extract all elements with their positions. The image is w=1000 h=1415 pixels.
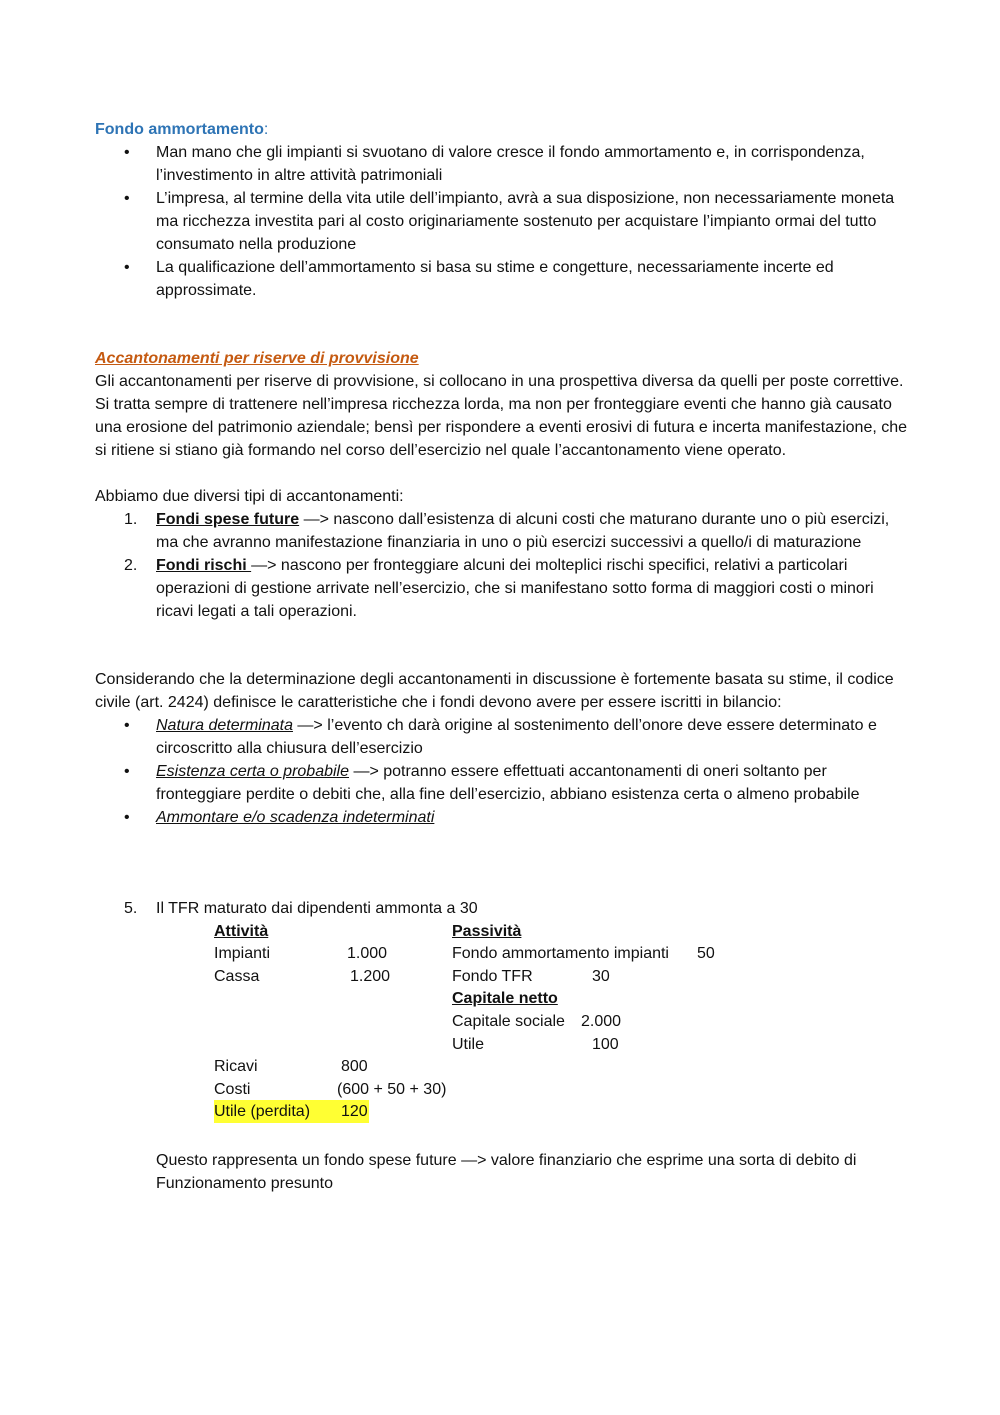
attivita-header: Attività <box>214 923 269 940</box>
passivita-header: Passività <box>452 923 522 940</box>
item-number: 1. <box>124 511 138 528</box>
ricavi-label: Ricavi <box>214 1058 258 1075</box>
caratteristiche-list <box>95 714 910 829</box>
heading-colon: : <box>263 121 269 138</box>
cassa-label: Cassa <box>214 968 260 985</box>
impianti-value: 1.000 <box>347 945 388 962</box>
utile-label: Utile <box>452 1036 485 1053</box>
item-number: 5. <box>124 900 138 917</box>
capitale-sociale-label: Capitale sociale <box>452 1013 565 1030</box>
item-text: —> l’evento ch darà origine al sostenimento dell’onore deve essere determinato e circoscritto alla chiusura dell’esercizio <box>156 717 877 757</box>
balance-sheet <box>95 920 910 1126</box>
utile-perdita-label: Utile (perdita) <box>214 1103 311 1120</box>
heading-text: Fondo ammortamento <box>95 121 264 138</box>
list-item <box>95 897 910 920</box>
item-text: —> potranno essere effettuati accantonamenti di oneri soltanto per fronteggiare perdite o debiti che, alla fine dell’esercizio, abbiano esistenza certa o almeno probabile <box>156 763 860 803</box>
fondo-ammortamento-list <box>95 141 910 302</box>
item-text: —> nascono per fronteggiare alcuni dei molteplici rischi specifici, relativi a particolari operazioni di gestione arrivate nell’esercizio, che si manifestano sotto forma di maggiori costi o minori ricavi legati a tali operazioni. <box>156 557 874 620</box>
fondo-tfr-label: Fondo TFR <box>452 968 533 985</box>
item-term: Fondi spese future <box>156 511 300 528</box>
list-item <box>95 760 910 806</box>
list-item: • La qualificazione dell’ammortamento si basa su stime e congetture, necessariamente incerte ed approssimate. <box>95 256 910 302</box>
impianti-label: Impianti <box>214 945 271 962</box>
accantonamenti-types-list <box>95 508 910 623</box>
list-item <box>95 714 910 760</box>
accantonamenti-heading: Accantonamenti per riserve di provvisione <box>95 350 419 367</box>
capitale-sociale-value: 2.000 <box>581 1013 622 1030</box>
item-number: 2. <box>124 557 138 574</box>
list-item <box>95 806 910 829</box>
fondo-ammortamento-value: 50 <box>697 945 715 962</box>
fondo-ammortamento-label: Fondo ammortamento impianti <box>452 945 669 962</box>
costi-value: (600 + 50 + 30) <box>337 1081 447 1098</box>
item-text: —> nascono dall’esistenza di alcuni costi che maturano durante uno o più esercizi, ma che avranno manifestazione finanziaria in uno o più esercizi successivi a quello/i di maturazione <box>156 511 890 551</box>
accantonamenti-paragraph: Gli accantonamenti per riserve di provvisione, si collocano in una prospettiva diversa da quelli per poste correttive. Si tratta sempre di trattenere nell’impresa ricchezza lorda, ma non per fronteggiare eventi che hanno già causato una erosione del patrimonio aziendale; bensì per rispondere a eventi erosivi di futura e incerta manifestazione, che si ritiene si stiano già formando nel corso dell’esercizio nel quale l’accantonamento viene operato. <box>95 373 908 459</box>
list-item: • L’impresa, al termine della vita utile dell’impianto, avrà a sua disposizione, non necessariamente moneta ma ricchezza investita pari al costo originariamente sostenuto per acquistare l’impianto ormai del tutto consumato nella produzione <box>95 187 910 256</box>
item-text: Il TFR maturato dai dipendenti ammonta a 30 <box>156 900 478 917</box>
list-item <box>95 554 910 623</box>
document-page <box>95 118 910 1195</box>
fondo-tfr-value: 30 <box>592 968 610 985</box>
utile-value: 100 <box>592 1036 619 1053</box>
capitale-netto-header: Capitale netto <box>452 990 558 1007</box>
item-term: Natura determinata <box>156 717 293 734</box>
accantonamenti-intro: Abbiamo due diversi tipi di accantonamenti: <box>95 488 404 505</box>
utile-perdita-row <box>214 1100 369 1123</box>
ricavi-value: 800 <box>341 1058 368 1075</box>
cassa-value: 1.200 <box>350 968 391 985</box>
item-term: Esistenza certa o probabile <box>156 763 349 780</box>
codice-civile-paragraph: Considerando che la determinazione degli accantonamenti in discussione è fortemente basata su stime, il codice civile (art. 2424) definisce le caratteristiche che i fondi devono avere per essere iscritti in bilancio: <box>95 671 894 711</box>
costi-label: Costi <box>214 1081 251 1098</box>
item-term: Ammontare e/o scadenza indeterminati <box>156 809 435 826</box>
list-item <box>95 508 910 554</box>
conclusion-paragraph: Questo rappresenta un fondo spese future —> valore finanziario che esprime una sorta di debito di Funzionamento presunto <box>156 1152 857 1192</box>
utile-perdita-value: 120 <box>341 1103 368 1120</box>
fondo-ammortamento-heading <box>95 118 910 141</box>
item-term: Fondi rischi <box>156 557 252 574</box>
list-item: • Man mano che gli impianti si svuotano di valore cresce il fondo ammortamento e, in corrispondenza, l’investimento in altre attività patrimoniali <box>95 141 910 187</box>
tfr-list <box>95 897 910 920</box>
